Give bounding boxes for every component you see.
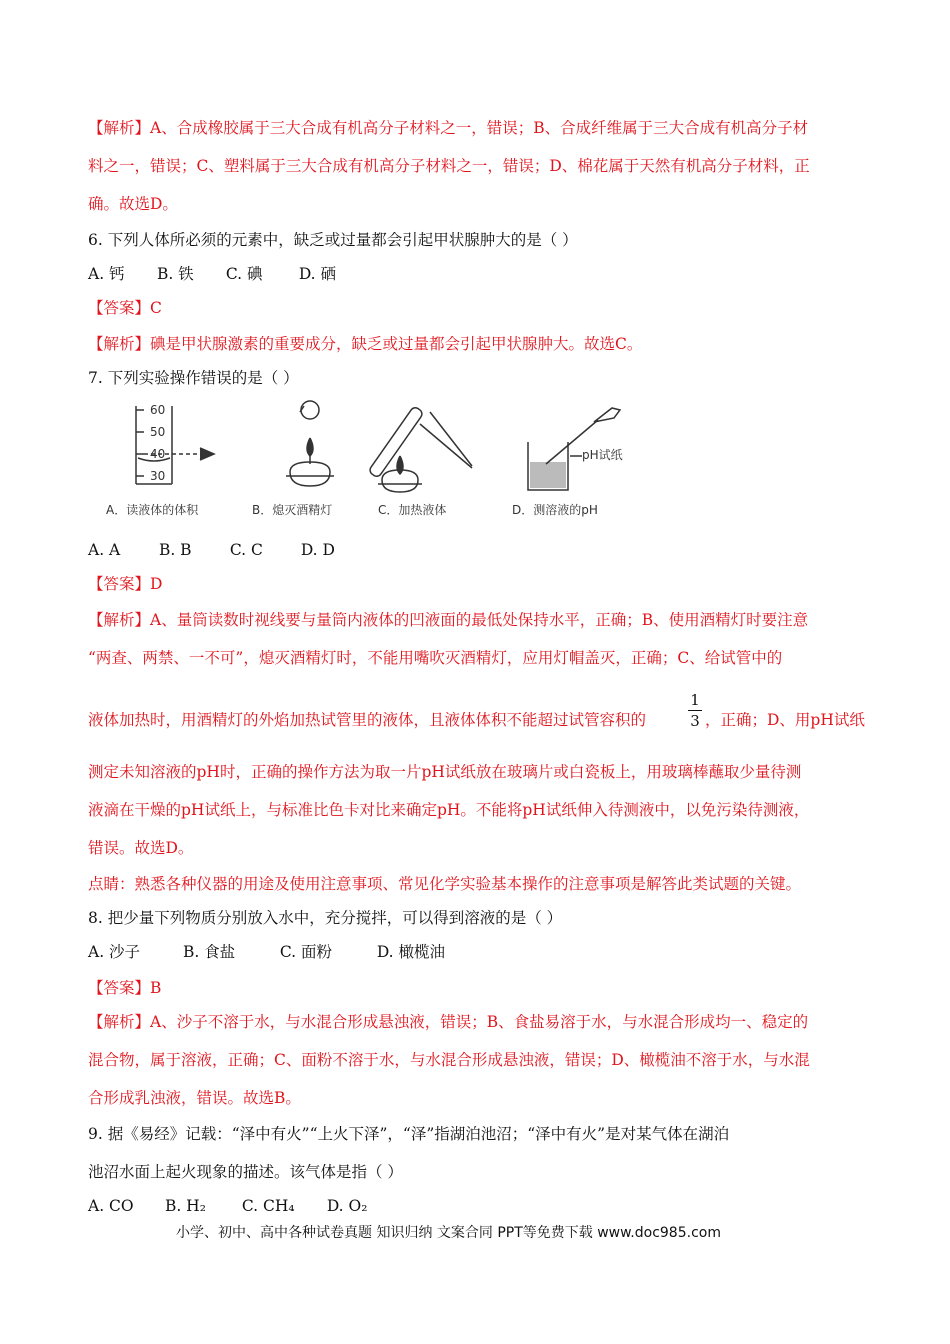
q7-stem: 7. 下列实验操作错误的是（ ） xyxy=(88,369,299,387)
q9-option-b: B. H₂ xyxy=(164,1197,206,1215)
q8-option-c: C. 面粉 xyxy=(279,943,333,961)
q9-stem-line-1: 9. 据《易经》记载：“泽中有火”“上火下泽”，“泽”指湖泊池沼；“泽中有火”是对某气体在湖泊 xyxy=(88,1125,730,1143)
q7-analysis-line-5: 液滴在干燥的pH试纸上，与标准比色卡对比来确定pH。不能将pH试纸伸入待测液中，以免污染待测液， xyxy=(88,801,810,819)
q9-option-a: A. CO xyxy=(88,1197,134,1215)
q6-option-c: C. 碘 xyxy=(225,265,263,283)
graduated-cylinder-icon xyxy=(136,406,214,484)
q8-analysis-line-2: 混合物，属于溶液，正确；C、面粉不溶于水，与水混合形成悬浊液，错误；D、橄榄油不溶于水，与水混 xyxy=(88,1051,810,1069)
q7-options xyxy=(88,540,335,560)
q7-tip: 点睛：熟悉各种仪器的用途及使用注意事项、常见化学实验基本操作的注意事项是解答此类试题的关键。 xyxy=(88,875,802,893)
scale-tick-30: 30 xyxy=(150,469,166,483)
q8-answer: 【答案】B xyxy=(88,979,162,997)
q7-option-b: B. B xyxy=(158,541,192,559)
fraction-numerator: 1 xyxy=(690,691,700,709)
q9-options xyxy=(88,1196,367,1216)
q7-option-d: D. D xyxy=(300,541,335,559)
q6-answer: 【答案】C xyxy=(88,299,162,317)
figure-caption-a: A．读液体的体积 xyxy=(106,503,199,517)
q7-analysis-line-6: 错误。故选D。 xyxy=(88,839,194,857)
q5-analysis-line-2: 料之一，错误；C、塑料属于三大合成有机高分子材料之一，错误；D、棉花属于天然有机高分子材料，正 xyxy=(88,157,810,175)
scale-tick-60: 60 xyxy=(150,403,166,417)
q6-option-a: A. 钙 xyxy=(88,265,125,283)
test-tube-heating-icon xyxy=(368,406,472,492)
q7-analysis-line-4: 测定未知溶液的pH时，正确的操作方法为取一片pH试纸放在玻璃片或白瓷板上，用玻璃棒蘸取少量待测 xyxy=(88,763,802,781)
fraction-one-third xyxy=(688,692,702,729)
page-footer: 小学、初中、高中各种试卷真题 知识归纳 文案合同 PPT等免费下载 www.doc985.com xyxy=(176,1225,721,1241)
ph-paper-label: pH试纸 xyxy=(582,448,623,462)
q9-option-d: D. O₂ xyxy=(326,1197,368,1215)
fraction-denominator: 3 xyxy=(690,712,700,730)
q8-options xyxy=(88,942,445,962)
q6-option-d: D. 硒 xyxy=(298,265,337,283)
q7-option-c: C. C xyxy=(229,541,263,559)
q7-option-a: A. A xyxy=(88,541,121,559)
q7-analysis-line-3b: ，正确；D、用pH试纸 xyxy=(705,711,865,729)
q8-analysis-line-1: 【解析】A、沙子不溶于水，与水混合形成悬浊液，错误；B、食盐易溶于水，与水混合形成均一、稳定的 xyxy=(88,1013,809,1031)
figure-caption-c: C．加热液体 xyxy=(378,503,447,517)
q7-answer: 【答案】D xyxy=(88,575,163,593)
q7-analysis-line-2: “两查、两禁、一不可”，熄灭酒精灯时，不能用嘴吹灭酒精灯，应用灯帽盖灭，正确；C、给试管中的 xyxy=(88,649,783,667)
q6-options xyxy=(88,264,336,284)
figure-caption-b: B．熄灭酒精灯 xyxy=(252,503,333,517)
q8-analysis-line-3: 合形成乳浊液，错误。故选B。 xyxy=(88,1089,301,1107)
q8-option-b: B. 食盐 xyxy=(182,943,236,961)
alcohol-lamp-blowing-icon xyxy=(286,401,334,486)
q5-analysis-line-1: 【解析】A、合成橡胶属于三大合成有机高分子材料之一，错误；B、合成纤维属于三大合成有机高分子材 xyxy=(88,119,809,137)
q5-analysis-line-3: 确。故选D。 xyxy=(88,195,178,213)
q7-analysis-line-3: 液体加热时，用酒精灯的外焰加热试管里的液体，且液体体积不能超过试管容积的 xyxy=(88,711,647,729)
figure-caption-d: D．测溶液的pH xyxy=(512,503,598,517)
q8-stem: 8. 把少量下列物质分别放入水中，充分搅拌，可以得到溶液的是（ ） xyxy=(88,909,563,927)
q8-option-a: A. 沙子 xyxy=(88,943,141,961)
q7-analysis-line-1: 【解析】A、量筒读数时视线要与量筒内液体的凹液面的最低处保持水平，正确；B、使用酒精灯时要注意 xyxy=(88,611,809,629)
q9-stem-line-2: 池沼水面上起火现象的描述。该气体是指（ ） xyxy=(88,1163,403,1181)
q7-apparatus-figure xyxy=(100,398,640,524)
q8-option-d: D. 橄榄油 xyxy=(376,943,446,961)
q6-option-b: B. 铁 xyxy=(156,265,194,283)
scale-tick-40: 40 xyxy=(150,447,166,461)
scale-tick-50: 50 xyxy=(150,425,166,439)
q9-option-c: C. CH₄ xyxy=(241,1197,295,1215)
q6-stem: 6. 下列人体所必须的元素中，缺乏或过量都会引起甲状腺肿大的是（ ） xyxy=(88,231,578,249)
q6-analysis: 【解析】碘是甲状腺激素的重要成分，缺乏或过量都会引起甲状腺肿大。故选C。 xyxy=(88,335,643,353)
